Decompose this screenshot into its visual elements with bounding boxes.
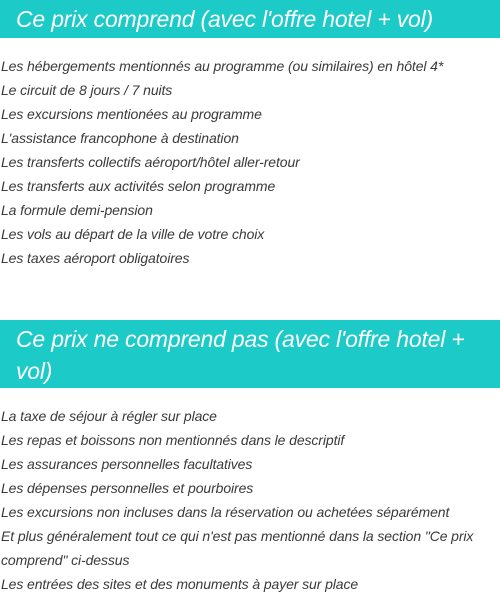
list-item: Les entrées des sites et des monuments à payer sur place (1, 576, 359, 592)
list-item: Les hébergements mentionnés au programme (ou similaires) en hôtel 4* (1, 58, 444, 74)
list-item: Le circuit de 8 jours / 7 nuits (1, 82, 173, 98)
includes-section-title: Ce prix comprend (avec l'offre hotel + vol) (0, 0, 500, 38)
excludes-section-title: Ce prix ne comprend pas (avec l'offre hotel + vol) (0, 320, 500, 388)
list-item: Les assurances personnelles facultatives (1, 456, 253, 472)
list-item: Les repas et boissons non mentionnés dans le descriptif (1, 432, 345, 448)
excludes-list (0, 404, 500, 596)
list-item: Et plus généralement tout ce qui n'est pas mentionné dans la section "Ce prix comprend" ci-dessus (1, 528, 474, 568)
list-item: Les excursions mentionées au programme (1, 106, 262, 122)
list-item: Les transferts collectifs aéroport/hôtel aller-retour (1, 154, 300, 170)
list-item: Les excursions non incluses dans la réservation ou achetées séparément (1, 504, 450, 520)
list-item: Les dépenses personnelles et pourboires (1, 480, 254, 496)
includes-list (0, 54, 500, 270)
list-item: Les vols au départ de la ville de votre choix (1, 226, 265, 242)
list-item: Les taxes aéroport obligatoires (1, 250, 190, 266)
list-item: La taxe de séjour à régler sur place (1, 408, 217, 424)
list-item: La formule demi-pension (1, 202, 153, 218)
list-item: L'assistance francophone à destination (1, 130, 239, 146)
list-item: Les transferts aux activités selon programme (1, 178, 276, 194)
